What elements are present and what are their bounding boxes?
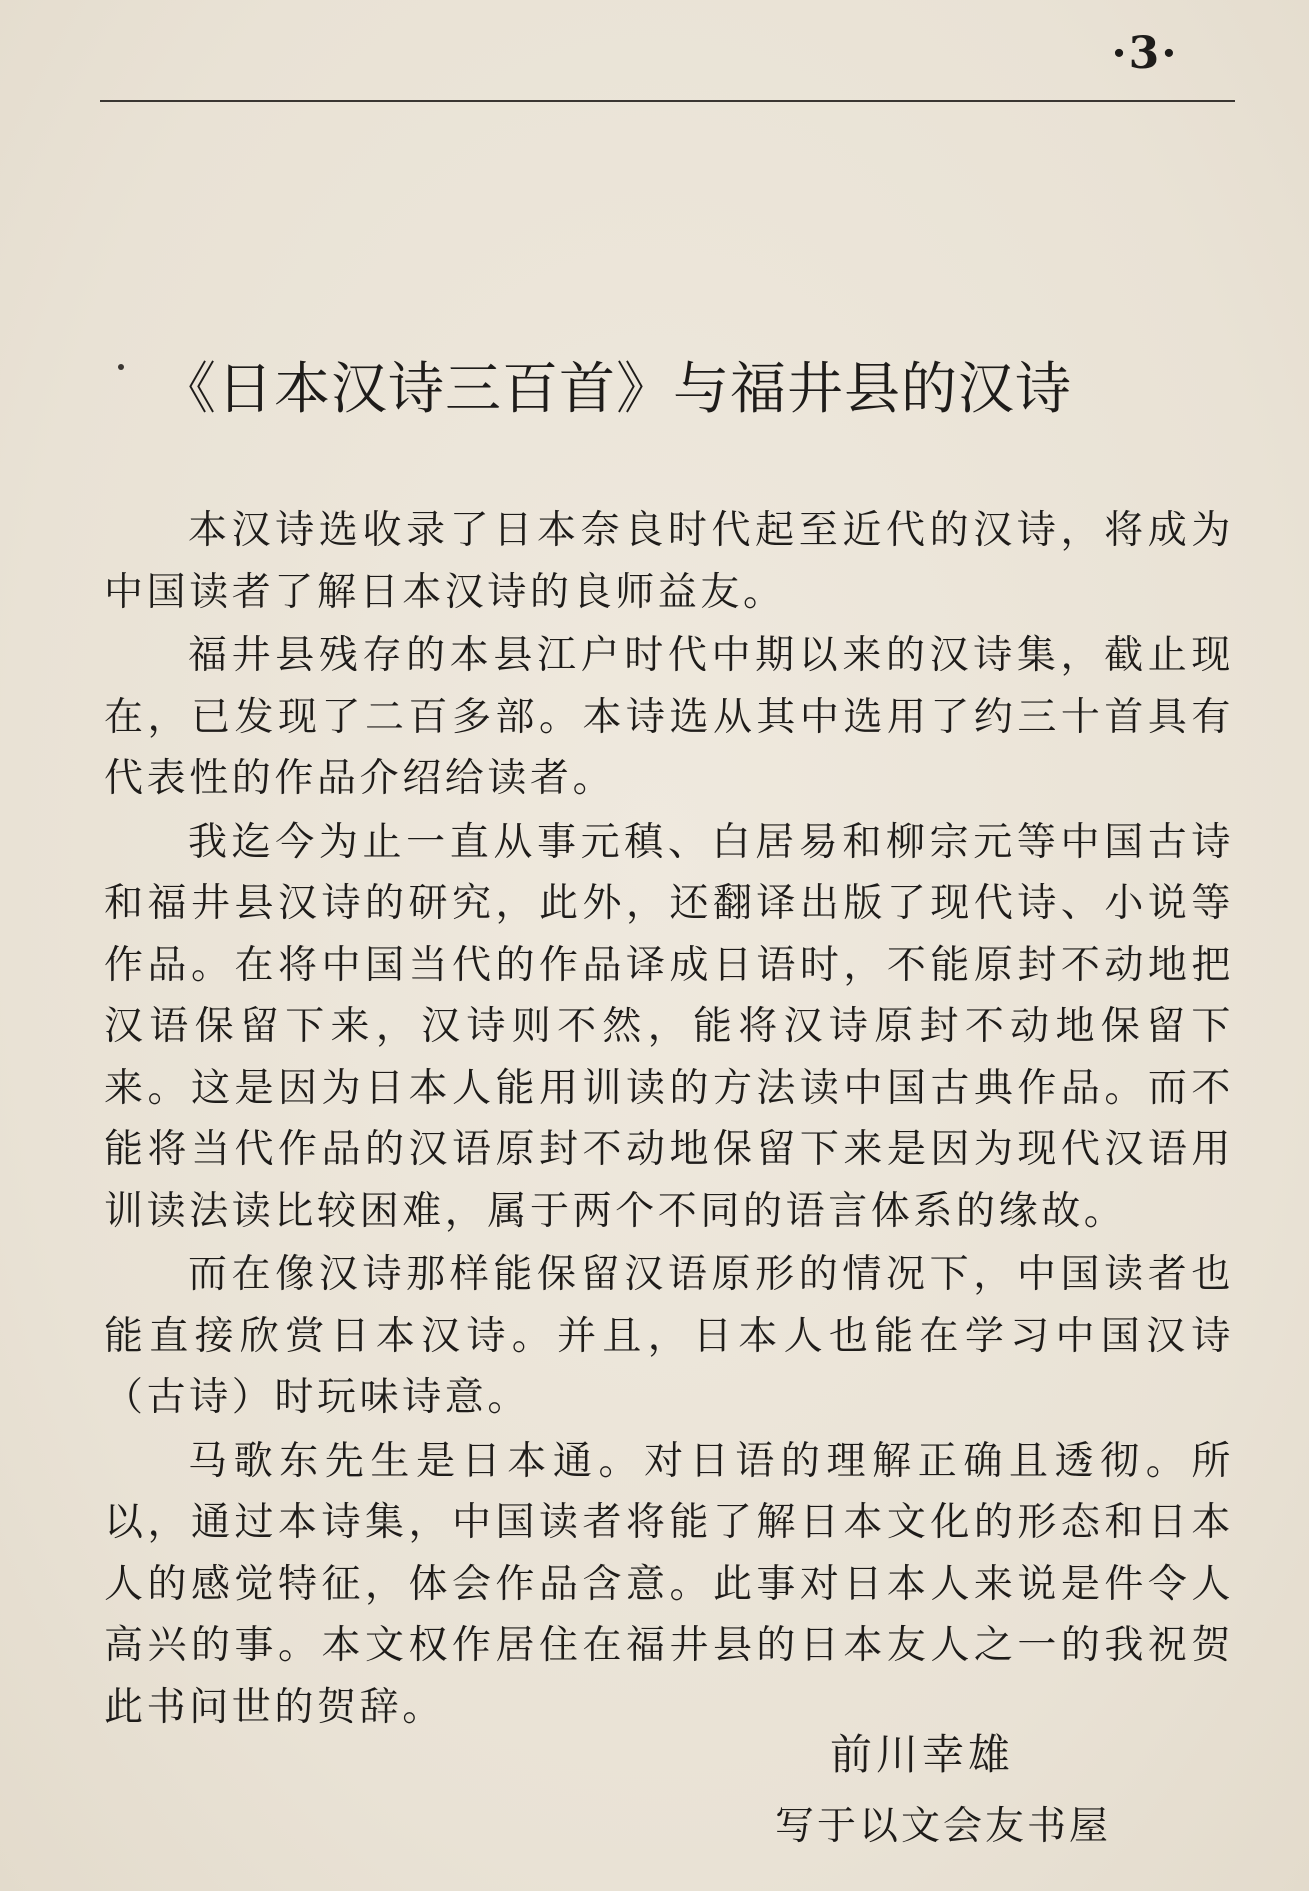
paragraph-2: 福井县残存的本县江户时代中期以来的汉诗集，截止现在，已发现了二百多部。本诗选从其中选用了约三十首具有代表性的作品介绍给读者。: [104, 633, 1234, 801]
paragraph-1: 本汉诗选收录了日本奈良时代起至近代的汉诗，将成为中国读者了解日本汉诗的良师益友。: [104, 508, 1234, 615]
header-rule: [100, 100, 1235, 102]
writing-location: 写于以文会友书屋: [775, 1804, 1112, 1849]
paragraph-5: 马歌东先生是日本通。对日语的理解正确且透彻。所以，通过本诗集，中国读者将能了解日本文化的形态和日本人的感觉特征，体会作品含意。此事对日本人来说是件令人高兴的事。本文权作居住在福井县的日本友人之一的我祝贺此书问世的贺辞。: [104, 1438, 1234, 1730]
paragraph-4: 而在像汉诗那样能保留汉语原形的情况下，中国读者也能直接欣赏日本汉诗。并且，日本人也能在学习中国汉诗（古诗）时玩味诗意。: [104, 1252, 1234, 1420]
article-body: [104, 500, 1234, 1740]
author-signature: 前川幸雄: [830, 1730, 1015, 1779]
paragraph-3: 我迄今为止一直从事元稹、白居易和柳宗元等中国古诗和福井县汉诗的研究，此外，还翻译出版了现代诗、小说等作品。在将中国当代的作品译成日语时，不能原封不动地把汉语保留下来，汉诗则不然，能将汉诗原封不动地保留下来。这是因为日本人能用训读的方法读中国古典作品。而不能将当代作品的汉语原封不动地保留下来是因为现代汉语用训读法读比较困难，属于两个不同的语言体系的缘故。: [104, 819, 1234, 1234]
article-title: 《日本汉诗三百首》与福井县的汉诗: [160, 357, 1072, 422]
page-number: ·3·: [1111, 28, 1179, 79]
print-speck: [118, 364, 124, 370]
